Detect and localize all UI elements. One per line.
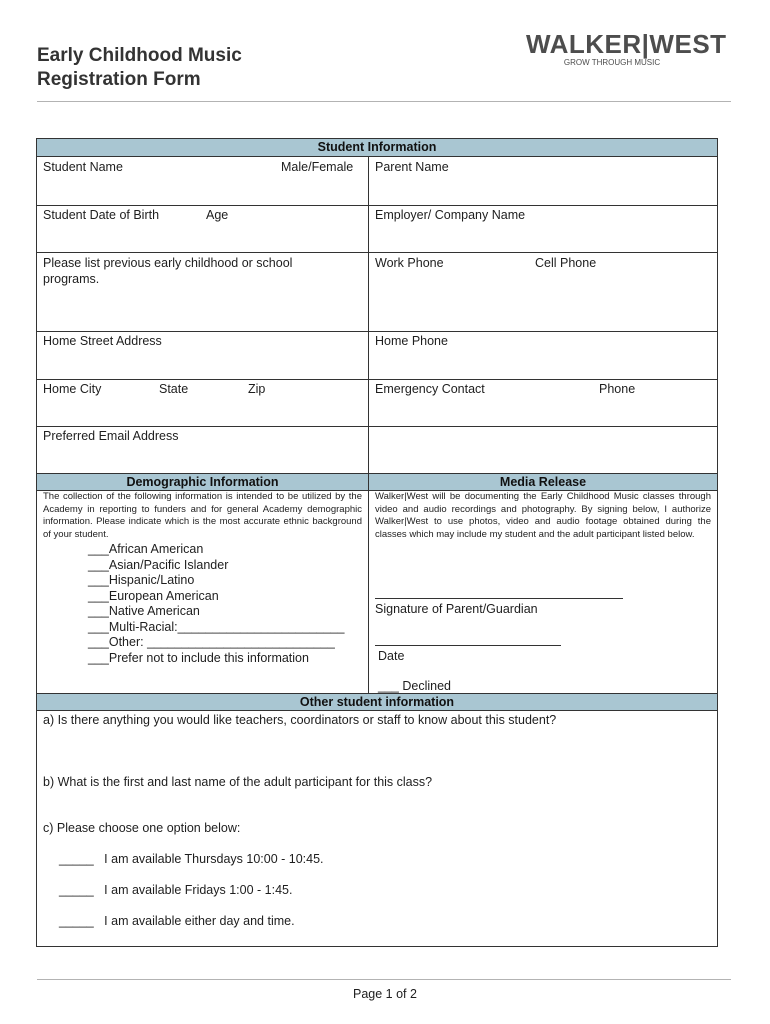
question-a[interactable]: a) Is there anything you would like teachers, coordinators or staff to know about this student? (43, 713, 557, 727)
ethnicity-option[interactable]: ___Other: ___________________________ (88, 635, 335, 649)
divider (37, 156, 717, 157)
demographic-information-heading: Demographic Information (37, 474, 368, 491)
logo-wordmark: WALKER|WEST (526, 29, 727, 59)
divider (37, 426, 717, 427)
media-release-text: Walker|West will be documenting the Early Childhood Music classes through video and audio recordings and photography. By signing below, I authorize Walker|West to use photos, video and audio footage obtained during the classes which may include my student and the adult participant listed below. (375, 491, 711, 540)
gender-field[interactable]: Male/Female (281, 160, 354, 174)
footer-divider (37, 979, 731, 980)
age-field[interactable]: Age (206, 208, 229, 222)
declined-blank[interactable]: ___ (378, 679, 399, 693)
date-line[interactable] (375, 645, 561, 646)
column-divider (368, 473, 369, 694)
home-city-field[interactable]: Home City (43, 382, 102, 396)
registration-form (36, 138, 718, 947)
availability-option[interactable]: _____ I am available Fridays 1:00 - 1:45. (59, 883, 293, 897)
divider (37, 205, 717, 206)
cell-phone-field[interactable]: Cell Phone (535, 256, 597, 270)
divider (37, 710, 717, 711)
divider (37, 379, 717, 380)
ethnicity-option[interactable]: ___Prefer not to include this information (88, 650, 309, 665)
student-information-heading: Student Information (37, 139, 717, 156)
signature-label: Signature of Parent/Guardian (375, 602, 538, 616)
availability-option[interactable]: _____ I am available either day and time. (59, 914, 295, 928)
ethnicity-option[interactable]: ___Multi-Racial:________________________ (88, 619, 345, 634)
ethnicity-option[interactable]: ___Hispanic/Latino (88, 573, 195, 587)
emergency-contact-field[interactable]: Emergency Contact (375, 382, 485, 396)
home-address-field[interactable]: Home Street Address (43, 334, 162, 348)
home-phone-field[interactable]: Home Phone (375, 334, 448, 348)
form-title (37, 44, 242, 92)
ethnicity-option[interactable]: ___Native American (88, 604, 200, 618)
ethnicity-option[interactable]: ___Asian/Pacific Islander (88, 557, 229, 572)
logo-tagline: GROW THROUGH MUSIC (563, 58, 661, 67)
work-phone-field[interactable]: Work Phone (375, 256, 444, 270)
ethnicity-option[interactable]: ___African American (88, 542, 204, 556)
dob-field[interactable]: Student Date of Birth (43, 208, 160, 222)
divider (37, 331, 717, 332)
media-release-heading: Media Release (369, 474, 717, 491)
employer-field[interactable]: Employer/ Company Name (375, 208, 526, 222)
previous-programs-field[interactable]: Please list previous early childhood or school programs. (43, 256, 293, 286)
signature-line[interactable] (375, 598, 623, 599)
emergency-phone-field[interactable]: Phone (599, 382, 636, 396)
other-student-information-heading: Other student information (37, 694, 717, 711)
divider (37, 252, 717, 253)
date-label: Date (378, 649, 405, 663)
form-title-line1: Early Childhood Music (37, 45, 242, 66)
state-field[interactable]: State (159, 382, 189, 396)
walker-west-logo (526, 29, 727, 68)
zip-field[interactable]: Zip (248, 382, 266, 396)
page-number: Page 1 of 2 (353, 987, 417, 1001)
declined-label: Declined (402, 679, 451, 693)
availability-option[interactable]: _____ I am available Thursdays 10:00 - 10:45. (59, 852, 324, 866)
form-title-line2: Registration Form (37, 69, 201, 90)
email-field[interactable]: Preferred Email Address (43, 429, 179, 443)
demographic-intro-text: The collection of the following information is intended to be utilized by the Academy in reporting to funders and for general Academy demographic information. Please indicate which is the most accurate ethnic background of your student. (43, 491, 362, 540)
declined-option[interactable] (378, 678, 451, 694)
question-c: c) Please choose one option below: (43, 821, 241, 835)
question-b[interactable]: b) What is the first and last name of the adult participant for this class? (43, 775, 433, 789)
header-divider (37, 101, 731, 102)
parent-name-field[interactable]: Parent Name (375, 160, 449, 174)
ethnicity-option[interactable]: ___European American (88, 588, 219, 603)
student-name-field[interactable]: Student Name (43, 160, 123, 174)
